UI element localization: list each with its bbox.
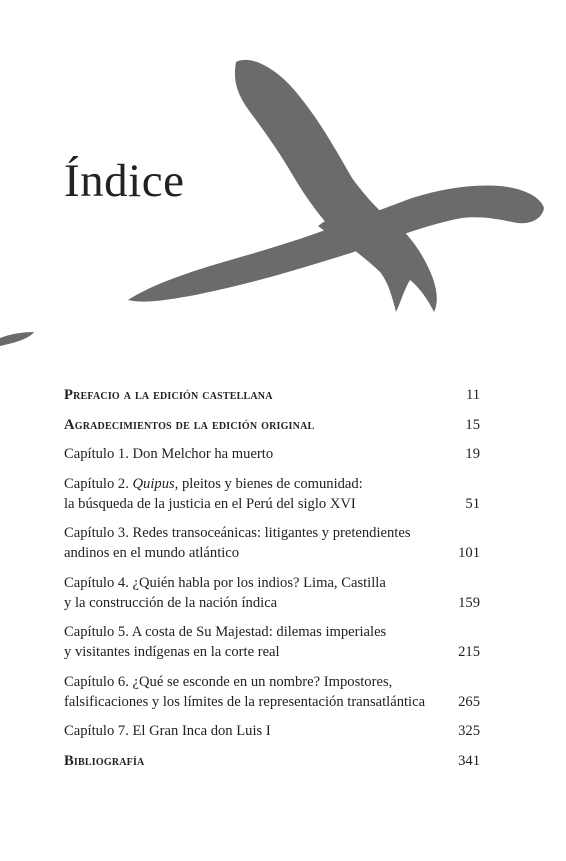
toc-entry-title — [64, 415, 450, 435]
toc-entry[interactable] — [64, 573, 480, 613]
toc-page-number: 101 — [458, 545, 480, 561]
toc-page-number: 51 — [465, 495, 480, 512]
toc-entry-line — [64, 415, 442, 435]
toc-entry-line — [64, 523, 442, 543]
toc-entry-line — [64, 692, 442, 712]
toc-entry[interactable] — [64, 474, 480, 514]
italic-term: Quipus — [132, 475, 175, 492]
toc-entry[interactable] — [64, 385, 480, 405]
toc-page-number: 341 — [458, 752, 480, 769]
toc-entry-line — [64, 622, 442, 642]
toc-entry-text: , pleitos y bienes de comunidad: — [174, 475, 363, 492]
toc-entry-text: Capítulo 2. — [64, 475, 133, 492]
toc-entry-title — [64, 721, 450, 741]
toc-entry-text: Capítulo 5. A costa de Su Majestad: dilemas imperiales — [64, 624, 387, 640]
toc-entry-text: y la construcción de la nación índica — [64, 594, 278, 611]
toc-entry[interactable] — [64, 721, 480, 741]
toc-entry-line — [64, 642, 442, 662]
brush-stroke-fragment — [0, 332, 34, 346]
toc-page-number: 19 — [465, 446, 480, 462]
toc-entry-line — [64, 543, 442, 563]
toc-entry-title — [64, 523, 450, 563]
toc-entry-line — [64, 751, 442, 771]
toc-page-number: 215 — [458, 644, 480, 660]
toc-entry-line — [64, 494, 442, 514]
toc-entry-line — [64, 721, 442, 741]
toc-entry-line — [64, 444, 442, 464]
toc-entry-text: Capítulo 4. ¿Quién habla por los indios? Lima, Castilla — [64, 574, 386, 591]
toc-entry-title — [64, 672, 450, 712]
toc-entry-text: andinos en el mundo atlántico — [64, 545, 240, 561]
toc-entry-title — [64, 385, 450, 405]
toc-entry-text: la búsqueda de la justicia en el Perú del siglo XVI — [64, 495, 356, 512]
toc-entry-title — [64, 751, 450, 771]
toc-page-number: 159 — [458, 594, 480, 611]
toc-page-number: 265 — [458, 693, 480, 710]
toc-entry-line — [64, 593, 442, 613]
toc-entry[interactable] — [64, 444, 480, 464]
toc-page-number: 15 — [465, 416, 480, 433]
toc-entry-text: Agradecimientos de la edición original — [64, 416, 315, 433]
toc-entry-text: Capítulo 1. Don Melchor ha muerto — [64, 446, 274, 462]
toc-entry-title — [64, 622, 450, 662]
toc-entry[interactable] — [64, 523, 480, 563]
toc-entry-line — [64, 672, 442, 692]
toc-page-number: 325 — [458, 723, 480, 739]
toc-entry-text: y visitantes indígenas en la corte real — [64, 644, 280, 660]
toc-entry-text: Prefacio a la edición castellana — [64, 387, 273, 403]
toc-entry-text: Capítulo 6. ¿Qué se esconde en un nombre? Impostores, — [64, 673, 393, 690]
toc-entry[interactable] — [64, 672, 480, 712]
toc-entry[interactable] — [64, 622, 480, 662]
toc-entry-title — [64, 474, 450, 514]
toc-entry-title — [64, 573, 450, 613]
toc-entry-title — [64, 444, 450, 464]
page-title: Índice — [64, 155, 185, 207]
toc-entry-text: falsificaciones y los límites de la representación transatlántica — [64, 693, 426, 710]
toc-entry-line — [64, 474, 442, 494]
toc-entry-text: Capítulo 7. El Gran Inca don Luis I — [64, 723, 271, 739]
toc-entry-line — [64, 385, 442, 405]
toc-entry-text: Bibliografía — [64, 752, 145, 769]
toc-entry[interactable] — [64, 751, 480, 771]
toc-page-number: 11 — [465, 387, 480, 403]
table-of-contents — [64, 385, 480, 780]
toc-entry-text: Capítulo 3. Redes transoceánicas: litigantes y pretendientes — [64, 525, 411, 541]
toc-entry-line — [64, 573, 442, 593]
toc-entry[interactable] — [64, 415, 480, 435]
